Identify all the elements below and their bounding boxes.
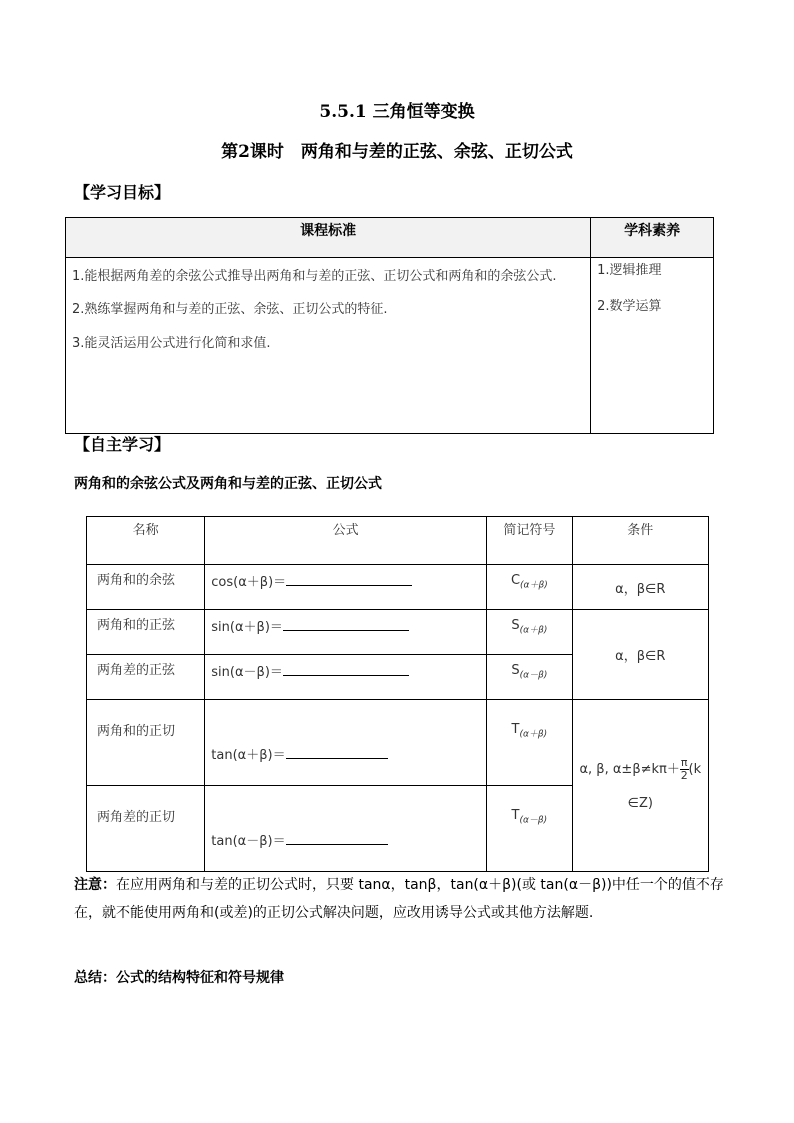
table-row xyxy=(87,565,709,610)
formula-name: 两角差的正弦 xyxy=(87,655,205,700)
answer-blank[interactable] xyxy=(283,620,409,631)
formula-name: 两角差的正切 xyxy=(87,786,205,872)
formula-text: tan(α－β)＝ xyxy=(211,834,286,849)
col-condition-header: 条件 xyxy=(572,517,708,565)
formula-text: cos(α＋β)＝ xyxy=(211,575,287,590)
section-title: 5.5.1 三角恒等变换 xyxy=(319,102,475,122)
formula-cell xyxy=(205,786,487,872)
goal-item: 1.能根据两角差的余弦公式推导出两角和与差的正弦、正切公式和两角和的余弦公式. xyxy=(72,269,557,284)
condition-text: α, β, α±β≠kπ＋ xyxy=(579,761,680,777)
symbol-cell xyxy=(487,565,572,610)
note-label: 注意： xyxy=(74,877,116,893)
formula-name: 两角和的余弦 xyxy=(87,565,205,610)
condition-cell: α，β∈R xyxy=(572,565,708,610)
symbol-cell xyxy=(487,700,572,786)
symbol-letter: T xyxy=(511,722,520,737)
symbol-subscript: (α＋β) xyxy=(519,729,548,740)
symbol-subscript: (α－β) xyxy=(519,670,548,681)
formula-text: sin(α－β)＝ xyxy=(211,665,283,680)
formula-text: sin(α＋β)＝ xyxy=(211,620,283,635)
answer-blank[interactable] xyxy=(283,665,409,676)
summary-heading: 总结：公式的结构特征和符号规律 xyxy=(74,970,284,986)
pi-over-two-fraction xyxy=(680,757,689,782)
answer-blank[interactable] xyxy=(286,748,388,759)
col-standard-header: 课程标准 xyxy=(66,218,591,258)
answer-blank[interactable] xyxy=(286,834,388,845)
symbol-letter: S xyxy=(511,618,520,633)
table-row xyxy=(87,700,709,786)
condition-text: (k xyxy=(688,761,702,777)
symbol-letter: T xyxy=(511,808,520,823)
literacy-item: 1.逻辑推理 xyxy=(597,263,662,278)
note-paragraph xyxy=(74,871,724,927)
symbol-cell xyxy=(487,786,572,872)
formula-table xyxy=(86,516,709,872)
self-study-subheading: 两角和的余弦公式及两角和与差的正弦、正切公式 xyxy=(74,476,382,492)
symbol-subscript: (α＋β) xyxy=(519,625,548,636)
formula-cell xyxy=(205,610,487,655)
formula-text: tan(α＋β)＝ xyxy=(211,748,286,763)
symbol-letter: S xyxy=(511,663,520,678)
col-symbol-header: 简记符号 xyxy=(487,517,572,565)
symbol-cell xyxy=(487,655,572,700)
answer-blank[interactable] xyxy=(286,575,412,586)
table-row xyxy=(87,610,709,655)
goals-cell xyxy=(66,258,591,434)
objectives-table xyxy=(65,217,714,434)
lesson-title: 第2课时 两角和与差的正弦、余弦、正切公式 xyxy=(221,142,573,162)
symbol-cell xyxy=(487,610,572,655)
self-study-heading: 【自主学习】 xyxy=(74,435,171,454)
formula-name: 两角和的正弦 xyxy=(87,610,205,655)
col-literacy-header: 学科素养 xyxy=(591,218,714,258)
symbol-subscript: (α－β) xyxy=(519,815,548,826)
formula-cell xyxy=(205,565,487,610)
symbol-subscript: (α＋β) xyxy=(520,580,548,591)
condition-cell xyxy=(572,700,708,872)
goal-item: 2.熟练掌握两角和与差的正弦、余弦、正切公式的特征. xyxy=(72,302,388,318)
note-text: 在应用两角和与差的正切公式时，只要 tanα，tanβ，tan(α＋β)(或 tan(α－β))中任一个的值不存在，就不能使用两角和(或差)的正切公式解决问题，应改用诱导公式或其他方法解题. xyxy=(74,877,724,921)
formula-name: 两角和的正切 xyxy=(87,700,205,786)
col-name-header: 名称 xyxy=(87,517,205,565)
literacy-item: 2.数学运算 xyxy=(597,299,662,314)
col-formula-header: 公式 xyxy=(205,517,487,565)
symbol-letter: C xyxy=(510,573,521,588)
condition-text: ∈Z) xyxy=(627,795,653,811)
fraction-numerator: π xyxy=(680,755,688,769)
formula-cell xyxy=(205,700,487,786)
goal-item: 3.能灵活运用公式进行化简和求值. xyxy=(72,335,271,351)
literacy-cell xyxy=(591,258,714,434)
objectives-heading: 【学习目标】 xyxy=(74,183,171,202)
condition-cell: α，β∈R xyxy=(572,610,708,700)
fraction-denominator: 2 xyxy=(680,768,688,782)
formula-cell xyxy=(205,655,487,700)
